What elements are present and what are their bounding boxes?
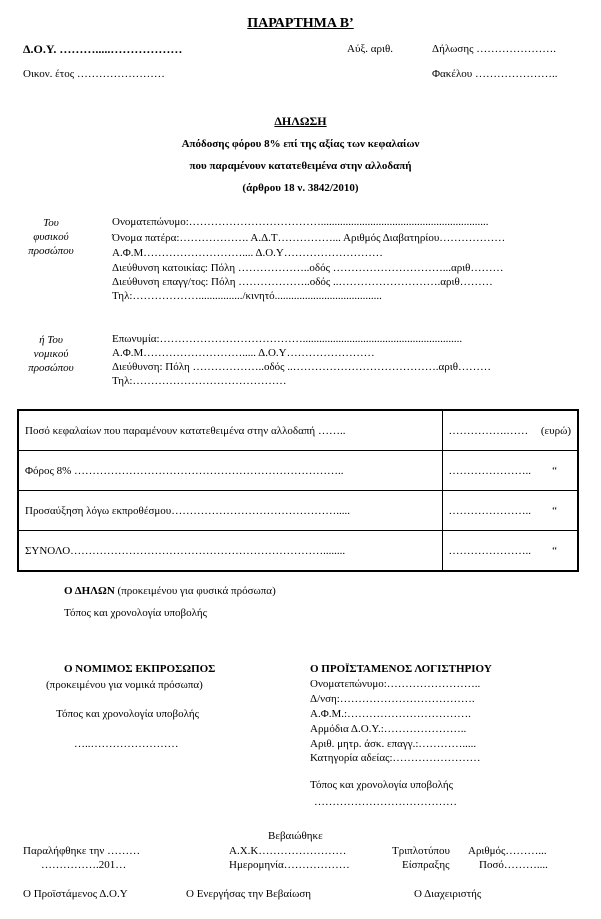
signature-officer: Ο Ενεργήσας την Βεβαίωση — [186, 888, 312, 900]
ah-address-field[interactable]: Δ/νση:………………………………. — [310, 693, 475, 705]
legal-person-label: ή Του νομικού προσώπου — [28, 334, 74, 374]
ah-doy-field[interactable]: Αρμόδια Δ.Ο.Υ.:………………….. — [310, 723, 467, 735]
dilosis-field[interactable]: Δήλωσης …………………. — [432, 43, 556, 55]
axk-field[interactable]: Α.Χ.Κ…………………… — [229, 845, 347, 857]
ah-place-date: Τόπος και χρονολογία υποβολής — [310, 779, 453, 791]
received-year-field[interactable]: …………….201… — [41, 859, 127, 871]
tax-value-cell[interactable]: ………………….. “ — [442, 451, 578, 491]
amount-value-cell[interactable]: …………….…… (ευρώ) — [442, 410, 578, 451]
table-row — [18, 451, 578, 491]
signature-doy-head: Ο Προϊστάμενος Δ.Ο.Υ — [23, 888, 128, 900]
declaration-line-3: (άρθρου 18 ν. 3842/2010) — [242, 182, 359, 194]
amount-field[interactable]: Ποσό……….... — [479, 859, 548, 871]
np-name-field[interactable]: Ονοματεπώνυμο:………………………………............................................................. — [112, 216, 489, 228]
lp-address-field[interactable]: Διεύθυνση: Πόλη ………………..οδός ..………………………………….αριθ……… — [112, 361, 491, 373]
np-father-field[interactable]: Όνομα πατέρα:………………. Α.Δ.Τ……………... Αριθμός Διαβατηρίου……………… — [112, 232, 506, 244]
ah-signature-line[interactable]: ………………………………… — [314, 796, 457, 808]
declaration-line-1: Απόδοσης φόρου 8% επί της αξίας των κεφαλαίων — [181, 138, 420, 150]
np-work-address-field[interactable]: Διεύθυνση επαγγ/τος: Πόλη ………………..οδός ..……………………….αριθ……… — [112, 276, 493, 288]
np-afm-field[interactable]: Α.Φ.Μ……………………….... Δ.Ο.Υ……………………… — [112, 247, 383, 259]
oikon-etos-field[interactable]: Οικον. έτος …………………… — [23, 68, 165, 80]
ah-afm-field[interactable]: Α.Φ.Μ.:……………………………. — [310, 708, 471, 720]
receipt-number-field[interactable]: Αριθμός………... — [468, 845, 547, 857]
declarant-place-date: Τόπος και χρονολογία υποβολής — [64, 607, 207, 619]
date-field[interactable]: Ημερομηνία……………… — [229, 859, 350, 871]
fakelou-field[interactable]: Φακέλου ………………….. — [432, 68, 558, 80]
aux-arith-label: Αύξ. αριθ. — [347, 43, 394, 55]
page-title: ΠΑΡΑΡΤΗΜΑ Β’ — [247, 16, 354, 31]
signature-manager: Ο Διαχειριστής — [414, 888, 482, 900]
ah-license-field[interactable]: Κατηγορία αδείας:…………………… — [310, 752, 481, 764]
legal-rep-title: Ο ΝΟΜΙΜΟΣ ΕΚΠΡΟΣΩΠΟΣ — [64, 663, 216, 675]
ah-name-field[interactable]: Ονοματεπώνυμο:…………………….. — [310, 678, 481, 690]
total-label: ΣΥΝΟΛΟ……………………………………………………………........ — [18, 531, 442, 572]
doy-field[interactable]: Δ.Ο.Υ. ……….....……………… — [23, 42, 183, 56]
total-value-cell[interactable]: ………………….. “ — [442, 531, 578, 572]
lp-phone-field[interactable]: Τηλ:…………………………………… — [112, 375, 287, 387]
accounting-head-title: Ο ΠΡΟΪΣΤΑΜΕΝΟΣ ΛΟΓΙΣΤΗΡΙΟΥ — [310, 663, 492, 675]
legal-rep-place-date: Τόπος και χρονολογία υποβολής — [56, 708, 199, 720]
received-field[interactable]: Παραλήφθηκε την ……… — [23, 845, 141, 857]
declarant-heading: Ο ΔΗΛΩΝ (προκειμένου για φυσικά πρόσωπα) — [64, 585, 276, 597]
legal-rep-note: (προκειμένου για νομικά πρόσωπα) — [46, 679, 203, 691]
table-row — [18, 410, 578, 451]
np-phone-field[interactable]: Τηλ:………………................/κινητό....................................... — [112, 290, 382, 302]
eisprakis-label: Είσπραξης — [402, 859, 450, 871]
lp-afm-field[interactable]: Α.Φ.Μ………………………..... Δ.Ο.Υ…………………… — [112, 347, 375, 359]
amount-label: Ποσό κεφαλαίων που παραμένουν κατατεθειμένα στην αλλοδαπή …….. — [18, 410, 442, 451]
natural-person-label: Του φυσικού προσώπου — [28, 217, 74, 257]
amounts-table — [17, 409, 579, 572]
declaration-title: ΔΗΛΩΣΗ — [274, 114, 327, 128]
ah-registry-field[interactable]: Αριθ. μητρ. άσκ. επαγγ.:…………..... — [310, 738, 477, 750]
legal-rep-signature-line[interactable]: …..…………………… — [74, 738, 179, 750]
surcharge-label: Προσαύξηση λόγω εκπροθέσμου………………………………………..... — [18, 491, 442, 531]
lp-name-field[interactable]: Επωνυμία:………………………………….......................................................... — [112, 333, 463, 345]
tax-label: Φόρος 8% ……………………………………………………………….. — [18, 451, 442, 491]
verified-label: Βεβαιώθηκε — [268, 830, 323, 842]
declaration-line-2: που παραμένουν κατατεθειμένα στην αλλοδαπή — [189, 160, 412, 172]
surcharge-value-cell[interactable]: ………………….. “ — [442, 491, 578, 531]
table-row — [18, 491, 578, 531]
table-row — [18, 531, 578, 572]
triplotypou-label: Τριπλοτύπου — [392, 845, 450, 857]
np-home-address-field[interactable]: Διεύθυνση κατοικίας: Πόλη ………………..οδός …………………………...αριθ……… — [112, 262, 504, 274]
